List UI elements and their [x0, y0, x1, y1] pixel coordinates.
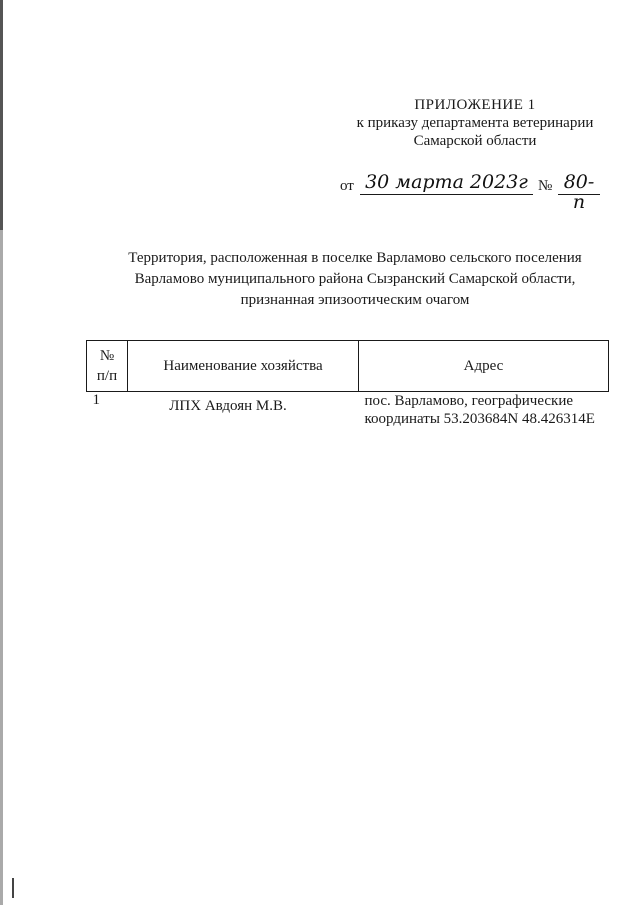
header-address: Адрес	[359, 341, 609, 392]
order-number-handwritten: 80-п	[558, 172, 600, 195]
order-date-handwritten: 30 марта 2023г	[360, 172, 533, 195]
row-address	[359, 392, 609, 429]
scan-edge-shadow	[0, 0, 3, 905]
row-number: 1	[92, 392, 100, 408]
farms-table	[86, 340, 609, 428]
table-row	[87, 392, 609, 429]
table-header-row	[87, 341, 609, 392]
row-farm-name: ЛПХ Авдоян М.В.	[169, 398, 287, 414]
header-number	[87, 341, 128, 392]
header-number-symbol: №	[99, 348, 115, 364]
appendix-line-1: к приказу департамента ветеринарии	[356, 115, 594, 131]
row-address-line-1: пос. Варламово, географические	[364, 393, 574, 409]
heading-line-3: признанная эпизоотическим очагом	[240, 292, 470, 308]
appendix-header	[330, 96, 620, 150]
heading-line-1: Территория, расположенная в поселке Варламово сельского поселения	[128, 250, 582, 266]
heading-line-2: Варламово муниципального района Сызранский Самарской области,	[134, 271, 576, 287]
header-farm-name: Наименование хозяйства	[128, 341, 359, 392]
row-address-line-2: координаты 53.203684N 48.426314E	[364, 411, 595, 427]
order-date-line	[336, 171, 606, 213]
appendix-title: ПРИЛОЖЕНИЕ 1	[414, 97, 536, 113]
order-from-label: от	[340, 178, 354, 194]
header-number-abbr: п/п	[96, 368, 118, 384]
document-heading	[90, 248, 620, 311]
scan-mark	[12, 878, 14, 898]
appendix-line-2: Самарской области	[413, 133, 537, 149]
order-number-label: №	[538, 178, 553, 194]
